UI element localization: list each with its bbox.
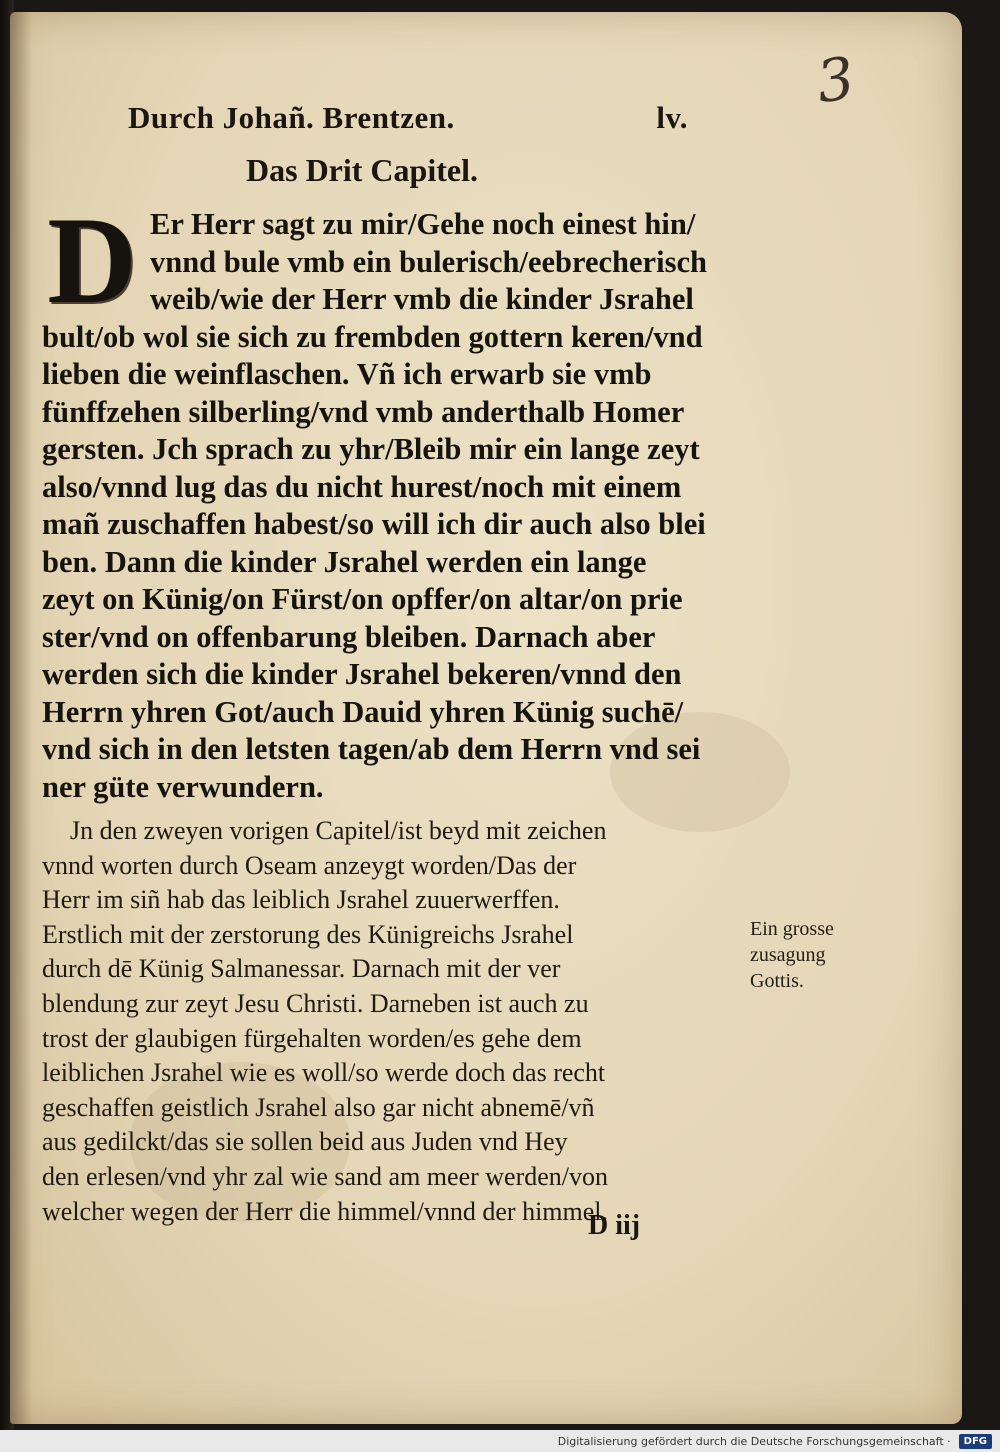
text-line: blendung zur zeyt Jesu Christi. Darneben ist auch zu xyxy=(42,988,589,1018)
folio-number: 3 xyxy=(812,43,859,117)
text-line: Herr im siñ hab das leiblich Jsrahel zuuerwerffen. xyxy=(42,885,560,915)
running-head-left: Durch Johañ. Brentzen. xyxy=(128,100,455,135)
text-line: Er Herr sagt zu mir/Gehe noch einest hin/ xyxy=(150,207,696,241)
footer-bar xyxy=(0,1430,1000,1452)
running-head-right: lv. xyxy=(656,100,688,135)
text-line: weib/wie der Herr vmb die kinder Jsrahel xyxy=(150,282,694,316)
text-line: leiblichen Jsrahel wie es woll/so werde doch das recht xyxy=(42,1058,606,1088)
text-line: vnnd bule vmb ein bulerisch/eebrecherisch xyxy=(150,244,707,279)
text-line: gersten. Jch sprach zu yhr/Bleib mir ein lange zeyt xyxy=(42,432,700,466)
margin-note-line: zusagung xyxy=(750,944,826,966)
drop-cap-initial: D xyxy=(47,192,137,329)
text-line: vnnd worten durch Oseam anzeygt worden/Das der xyxy=(42,850,577,880)
signature-mark: D iij xyxy=(588,1210,641,1241)
text-line: ner güte verwundern. xyxy=(42,769,324,804)
text-line: durch dē Künig Salmanessar. Darnach mit der ver xyxy=(42,954,561,984)
text-line: zeyt on Künig/on Fürst/on opffer/on altar/on prie xyxy=(42,582,683,616)
text-line: ben. Dann die kinder Jsrahel werden ein lange xyxy=(42,544,647,579)
text-line: geschaffen geistlich Jsrahel also gar nicht abnemē/vñ xyxy=(42,1092,595,1122)
text-line: also/vnnd lug das du nicht hurest/noch mit einem xyxy=(42,469,682,504)
text-line: fünffzehen silberling/vnd vmb anderthalb Homer xyxy=(42,394,685,429)
footer-credit: Digitalisierung gefördert durch die Deutsche Forschungsgemeinschaft · xyxy=(557,1434,951,1448)
text-line: Herrn yhren Got/auch Dauid yhren Künig suchē/ xyxy=(42,694,684,729)
dfg-logo: DFG xyxy=(959,1434,992,1449)
text-line: lieben die weinflaschen. Vñ ich erwarb sie vmb xyxy=(42,357,652,391)
chapter-title: Das Drit Capitel. xyxy=(246,152,478,188)
margin-note xyxy=(750,916,870,994)
text-line: welcher wegen der Herr die himmel/vnnd der himmel. xyxy=(42,1196,609,1226)
commentary-text xyxy=(42,814,754,1229)
text-line: ster/vnd on offenbarung bleiben. Darnach aber xyxy=(42,619,656,654)
text-line: mañ zuschaffen habest/so will ich dir auch also blei xyxy=(42,507,706,541)
margin-note-line: Gottis. xyxy=(750,970,804,992)
margin-note-line: Ein grosse xyxy=(750,918,834,940)
book-page xyxy=(10,12,962,1424)
text-line: den erlesen/vnd yhr zal wie sand am meer werden/von xyxy=(42,1161,609,1191)
text-line: Jn den zweyen vorigen Capitel/ist beyd mit zeichen xyxy=(70,816,607,845)
text-line: bult/ob wol sie sich zu frembden gottern keren/vnd xyxy=(42,319,703,354)
text-line: Erstlich mit der zerstorung des Künigreichs Jsrahel xyxy=(42,919,574,949)
text-line: aus gedilckt/das sie sollen beid aus Juden vnd Hey xyxy=(42,1127,568,1157)
text-line: werden sich die kinder Jsrahel bekeren/vnnd den xyxy=(42,657,682,691)
biblical-text xyxy=(42,206,752,806)
text-line: trost der glaubigen fürgehalten worden/es gehe dem xyxy=(42,1023,582,1053)
text-line: vnd sich in den letsten tagen/ab dem Herrn vnd sei xyxy=(42,732,701,766)
running-head xyxy=(128,100,688,136)
